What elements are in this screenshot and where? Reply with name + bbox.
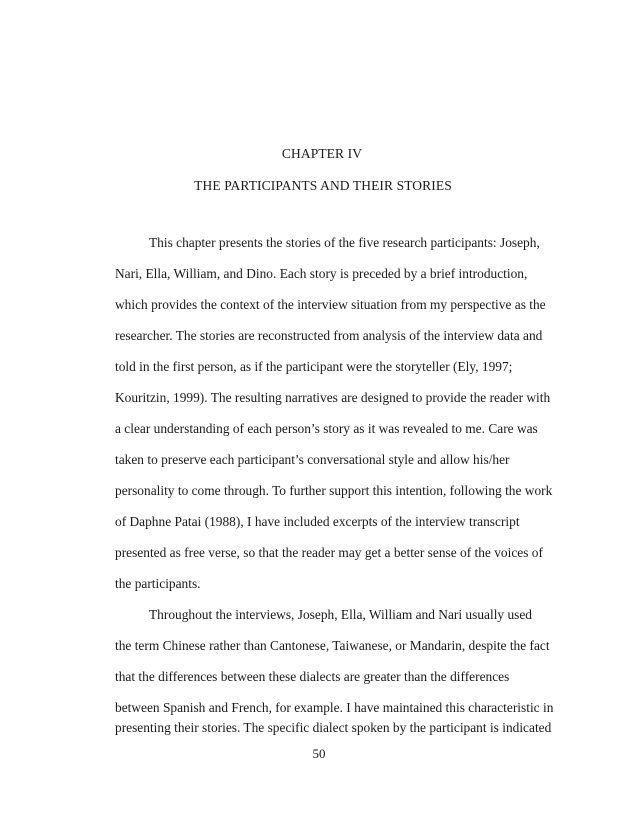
body-line: This chapter presents the stories of the five research participants: Joseph, — [149, 235, 540, 250]
body-line: Nari, Ella, William, and Dino. Each story is preceded by a brief introduction, — [115, 266, 528, 281]
body-line: taken to preserve each participant’s conversational style and allow his/her — [115, 452, 510, 467]
body-line: that the differences between these dialects are greater than the differences — [115, 669, 510, 684]
body-line: researcher. The stories are reconstructed from analysis of the interview data and — [115, 328, 543, 343]
chapter-label: CHAPTER IV — [281, 146, 363, 161]
body-line: the term Chinese rather than Cantonese, Taiwanese, or Mandarin, despite the fact — [115, 638, 550, 653]
chapter-title: THE PARTICIPANTS AND THEIR STORIES — [194, 178, 452, 193]
body-line: which provides the context of the interview situation from my perspective as the — [115, 297, 546, 312]
body-line: between Spanish and French, for example. I have maintained this characteristic in — [115, 700, 554, 715]
body-line: the participants. — [115, 576, 201, 591]
body-line: a clear understanding of each person’s story as it was revealed to me. Care was — [115, 421, 538, 436]
body-line: told in the first person, as if the participant were the storyteller (Ely, 1997; — [115, 359, 513, 374]
page-number: 50 — [312, 746, 326, 761]
body-line: of Daphne Patai (1988), I have included excerpts of the interview transcript — [115, 514, 520, 529]
body-line: personality to come through. To further support this intention, following the work — [115, 483, 553, 498]
body-line: Kouritzin, 1999). The resulting narratives are designed to provide the reader with — [115, 390, 551, 405]
body-line: presenting their stories. The specific dialect spoken by the participant is indicated — [115, 720, 552, 735]
body-line: presented as free verse, so that the reader may get a better sense of the voices of — [115, 545, 543, 560]
body-line: Throughout the interviews, Joseph, Ella, William and Nari usually used — [149, 607, 533, 622]
